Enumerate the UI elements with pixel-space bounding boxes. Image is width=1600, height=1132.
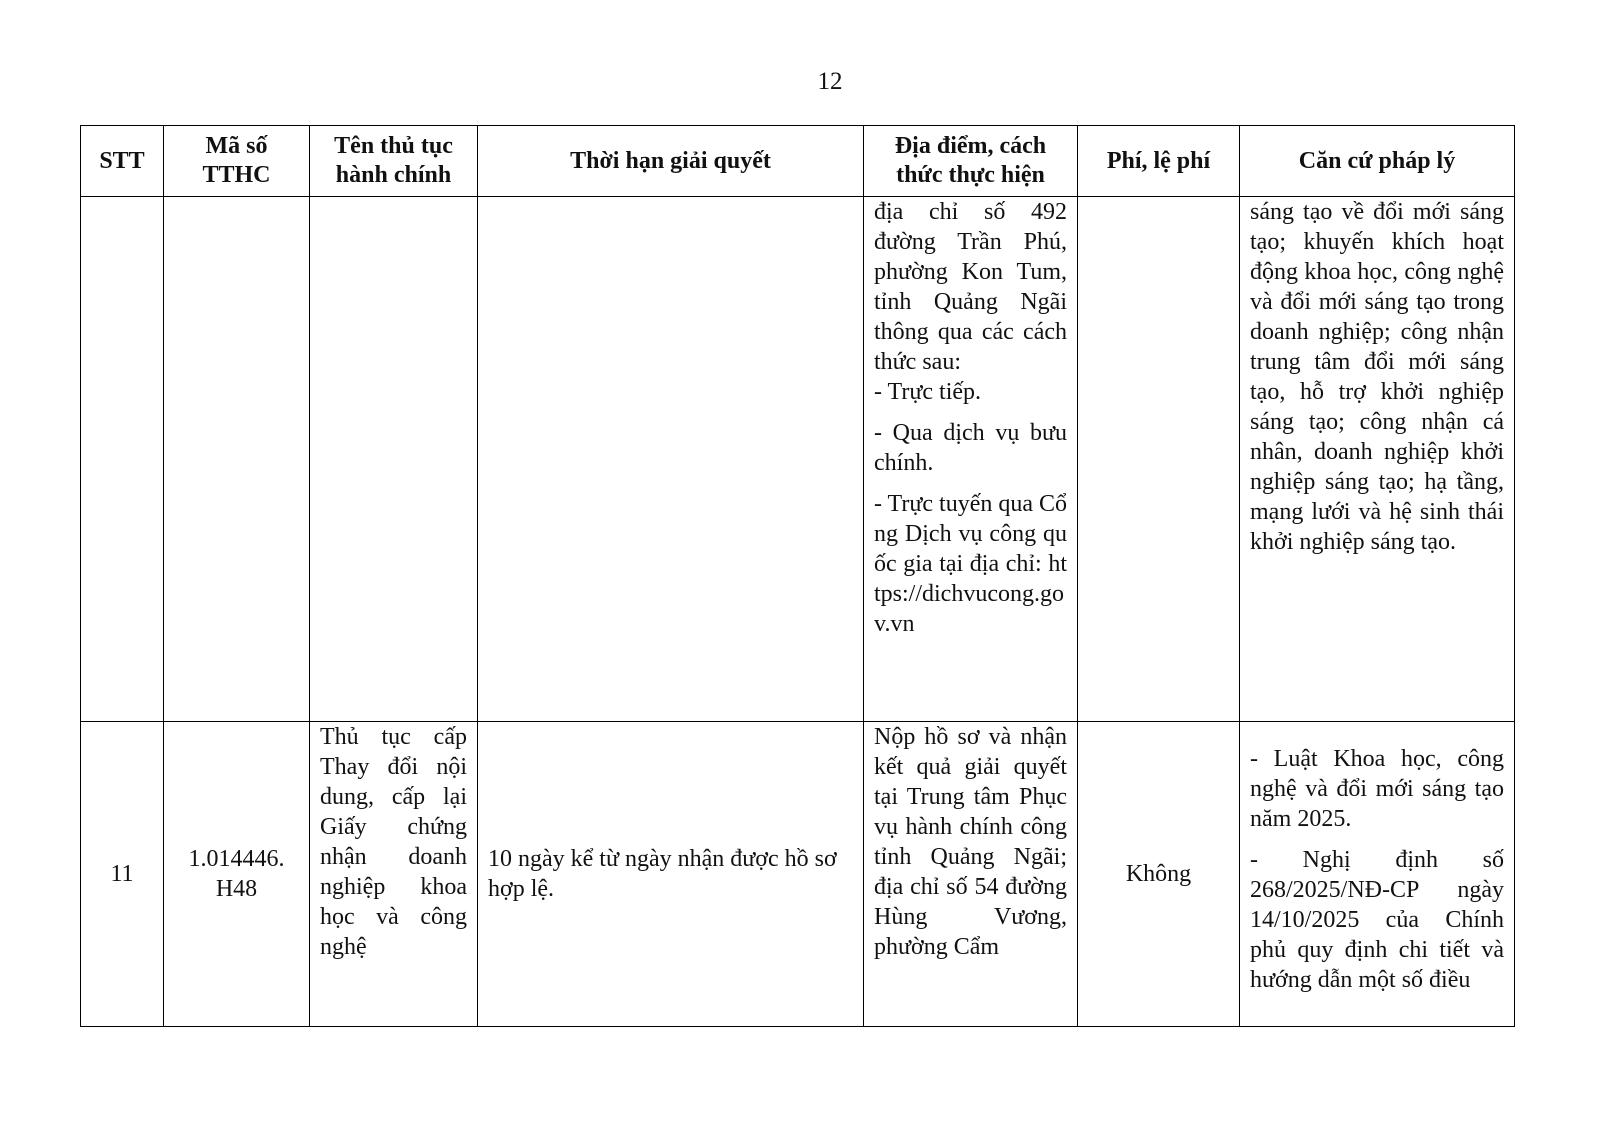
header-dia-diem: Địa điểm, cách thức thực hiện [864, 126, 1078, 197]
cell-thoi-han-empty [478, 197, 864, 722]
header-phi-le-phi: Phí, lệ phí [1078, 126, 1240, 197]
header-ma-so: Mã số TTHC [164, 126, 310, 197]
cell-dia-diem: Nộp hồ sơ và nhận kết quả giải quyết tại Trung tâm Phục vụ hành chính công tỉnh Quảng Ngãi; địa chỉ số 54 đường Hùng Vương, phường Cẩm [864, 722, 1078, 1027]
table-row-continued [81, 197, 1515, 722]
cell-phi: Không [1078, 722, 1240, 1027]
dia-diem-method-postal: - Qua dịch vụ bưu chính. [874, 420, 1067, 476]
cell-dia-diem-continued [864, 197, 1078, 722]
page-number: 12 [817, 68, 843, 95]
dia-diem-method-direct: - Trực tiếp. [874, 379, 982, 405]
cell-ten-thu-tuc: Thủ tục cấp Thay đổi nội dung, cấp lại Giấy chứng nhận doanh nghiệp khoa học và công nghệ [310, 722, 478, 1027]
cell-ma-so: 1.014446. H48 [164, 722, 310, 1027]
procedures-table [80, 125, 1515, 1027]
cell-phi-empty [1078, 197, 1240, 722]
cell-stt: 11 [81, 722, 164, 1027]
cell-stt-empty [81, 197, 164, 722]
cell-can-cu-continued: sáng tạo về đổi mới sáng tạo; khuyến khích hoạt động khoa học, công nghệ và đổi mới sáng tạo trong doanh nghiệp; công nhận trung tâm đổi mới sáng tạo, hỗ trợ khởi nghiệp sáng tạo; công nhận cá nhân, doanh nghiệp khởi nghiệp sáng tạo; hạ tầng, mạng lưới và hệ sinh thái khởi nghiệp sáng tạo. [1240, 197, 1515, 722]
table-header-row [81, 126, 1515, 197]
dia-diem-address: địa chỉ số 492 đường Trần Phú, phường Kon Tum, tỉnh Quảng Ngãi thông qua các cách thức sau: [874, 199, 1067, 375]
cell-can-cu: - Luật Khoa học, công nghệ và đổi mới sáng tạo năm 2025. - Nghị định số 268/2025/NĐ-CP ngày 14/10/2025 của Chính phủ quy định chi tiết và hướng dẫn một số điều [1240, 722, 1515, 1027]
cell-ma-so-empty [164, 197, 310, 722]
header-can-cu-phap-ly: Căn cứ pháp lý [1240, 126, 1515, 197]
header-ten-thu-tuc: Tên thủ tục hành chính [310, 126, 478, 197]
cell-ten-empty [310, 197, 478, 722]
header-thoi-han: Thời hạn giải quyết [478, 126, 864, 197]
cell-thoi-han: 10 ngày kể từ ngày nhận được hồ sơ hợp lệ. [478, 722, 864, 1027]
dia-diem-method-online: - Trực tuyến qua Cổng Dịch vụ công quốc gia tại địa chỉ: https://dichvucong.gov.vn [874, 491, 1068, 637]
header-stt: STT [81, 126, 164, 197]
table-row-11 [81, 722, 1515, 1027]
